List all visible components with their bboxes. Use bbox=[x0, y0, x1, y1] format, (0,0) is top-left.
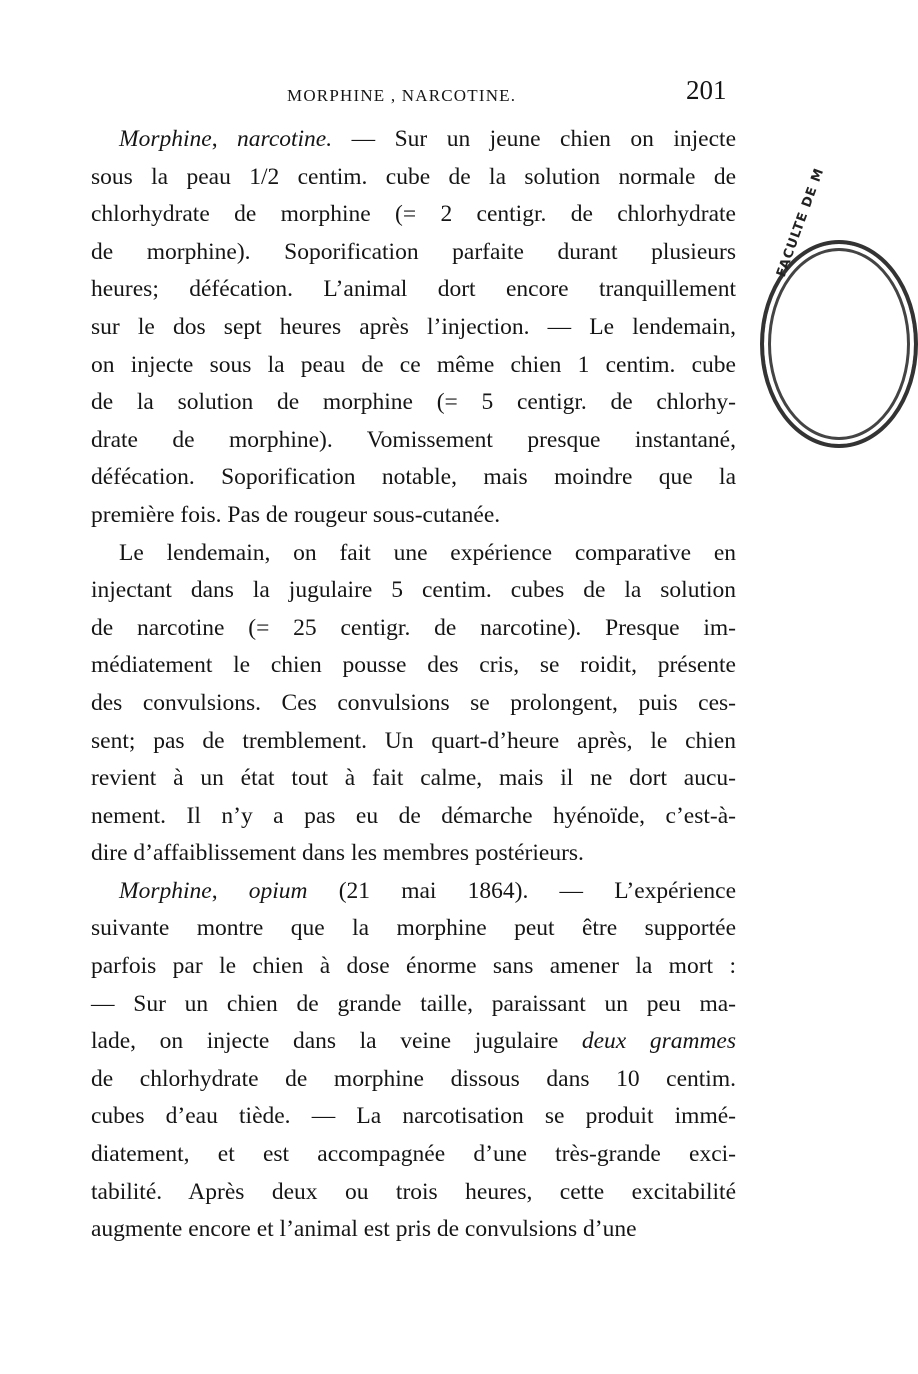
line-text: chlorhydrate de morphine (= 2 centigr. de chlorhydrate bbox=[91, 201, 736, 228]
line-text: suivante montre que la morphine peut être supportée bbox=[91, 915, 736, 942]
text-line bbox=[91, 948, 736, 986]
page-number: 201 bbox=[686, 75, 727, 105]
line-text: drate de morphine). Vomissement presque instantané, bbox=[91, 426, 736, 453]
text-line bbox=[91, 647, 736, 685]
line-text: cubes d’eau tiède. — La narcotisation se produit immé- bbox=[91, 1103, 736, 1130]
text-line bbox=[91, 1211, 736, 1249]
line-text: de la solution de morphine (= 5 centigr. de chlorhy- bbox=[91, 389, 736, 416]
text-line bbox=[91, 159, 736, 197]
line-text: revient à un état tout à fait calme, mais il ne dort aucu- bbox=[91, 765, 736, 792]
text-line bbox=[91, 535, 736, 573]
text-line bbox=[91, 196, 736, 234]
text-line bbox=[91, 497, 736, 535]
line-text: de morphine). Soporification parfaite durant plusieurs bbox=[91, 238, 736, 265]
line-text: — Sur un chien de grande taille, paraissant un peu ma- bbox=[91, 990, 736, 1017]
line-text: des convulsions. Ces convulsions se prolongent, puis ces- bbox=[91, 689, 736, 716]
italic-text: deux grammes bbox=[581, 1028, 736, 1055]
library-stamp bbox=[760, 165, 918, 448]
italic-text: opium bbox=[248, 877, 308, 904]
line-text: parfois par le chien à dose énorme sans amener la mort : bbox=[91, 953, 736, 980]
text-line bbox=[91, 910, 736, 948]
text-line bbox=[91, 459, 736, 497]
text-line bbox=[91, 835, 736, 873]
line-text: augmente encore et l’animal est pris de convulsions d’une bbox=[91, 1216, 637, 1243]
text-line bbox=[91, 760, 736, 798]
text-line bbox=[91, 610, 736, 648]
paragraph bbox=[91, 535, 736, 873]
line-text: , bbox=[211, 126, 238, 152]
italic-text: Morphine bbox=[119, 877, 212, 904]
line-text: sur le dos sept heures après l’injection. — Le lendemain, bbox=[91, 313, 736, 340]
line-text: diatement, et est accompagnée d’une très-grande exci- bbox=[91, 1141, 736, 1168]
line-text: lade, on injecte dans la veine jugulaire bbox=[91, 1028, 582, 1055]
line-text: sous la peau 1/2 centim. cube de la solution normale de bbox=[91, 163, 736, 190]
line-text: — Sur un jeune chien on injecte bbox=[332, 126, 737, 152]
text-line bbox=[91, 271, 736, 309]
line-text: dire d’affaiblissement dans les membres postérieurs. bbox=[91, 840, 584, 867]
line-text: injectant dans la jugulaire 5 centim. cubes de la solution bbox=[91, 577, 736, 604]
text-line bbox=[91, 347, 736, 385]
text-line bbox=[91, 986, 736, 1024]
text-line bbox=[91, 309, 736, 347]
line-text: , bbox=[211, 877, 249, 904]
text-line bbox=[91, 1061, 736, 1099]
line-text: Le lendemain, on fait une expérience comparative en bbox=[119, 539, 736, 566]
stamp-text: FACULTE DE M bbox=[774, 165, 828, 280]
line-text: de narcotine (= 25 centigr. de narcotine). Presque im- bbox=[91, 614, 736, 641]
line-text: nement. Il n’y a pas eu de démarche hyénoïde, c’est-à- bbox=[91, 802, 736, 829]
line-text: de chlorhydrate de morphine dissous dans 10 centim. bbox=[91, 1065, 736, 1092]
text-line bbox=[91, 234, 736, 272]
text-line bbox=[91, 723, 736, 761]
line-text: première fois. Pas de rougeur sous-cutanée. bbox=[91, 501, 501, 528]
text-line bbox=[91, 121, 736, 159]
line-text: heures; défécation. L’animal dort encore tranquillement bbox=[91, 276, 736, 303]
text-line bbox=[91, 798, 736, 836]
text-line bbox=[91, 685, 736, 723]
text-line bbox=[91, 1098, 736, 1136]
body-text bbox=[91, 121, 736, 1249]
paragraph bbox=[91, 873, 736, 1249]
running-head: MORPHINE , NARCOTINE. bbox=[287, 86, 517, 105]
text-line bbox=[91, 384, 736, 422]
text-line bbox=[91, 873, 736, 911]
line-text: (21 mai 1864). — L’expérience bbox=[307, 877, 737, 904]
italic-text: narcotine. bbox=[237, 126, 333, 152]
text-line bbox=[91, 572, 736, 610]
line-text: défécation. Soporification notable, mais moindre que la bbox=[91, 464, 736, 491]
line-text: sent; pas de tremblement. Un quart-d’heure après, le chien bbox=[91, 727, 736, 754]
italic-text: Morphine bbox=[119, 126, 212, 152]
paragraph bbox=[91, 121, 736, 535]
line-text: médiatement le chien pousse des cris, se roidit, présente bbox=[91, 652, 736, 679]
text-line bbox=[91, 1136, 736, 1174]
text-line bbox=[91, 422, 736, 460]
line-text: tabilité. Après deux ou trois heures, cette excitabilité bbox=[91, 1178, 736, 1205]
line-text: on injecte sous la peau de ce même chien 1 centim. cube bbox=[91, 351, 736, 378]
text-line bbox=[91, 1023, 736, 1061]
text-line bbox=[91, 1174, 736, 1212]
